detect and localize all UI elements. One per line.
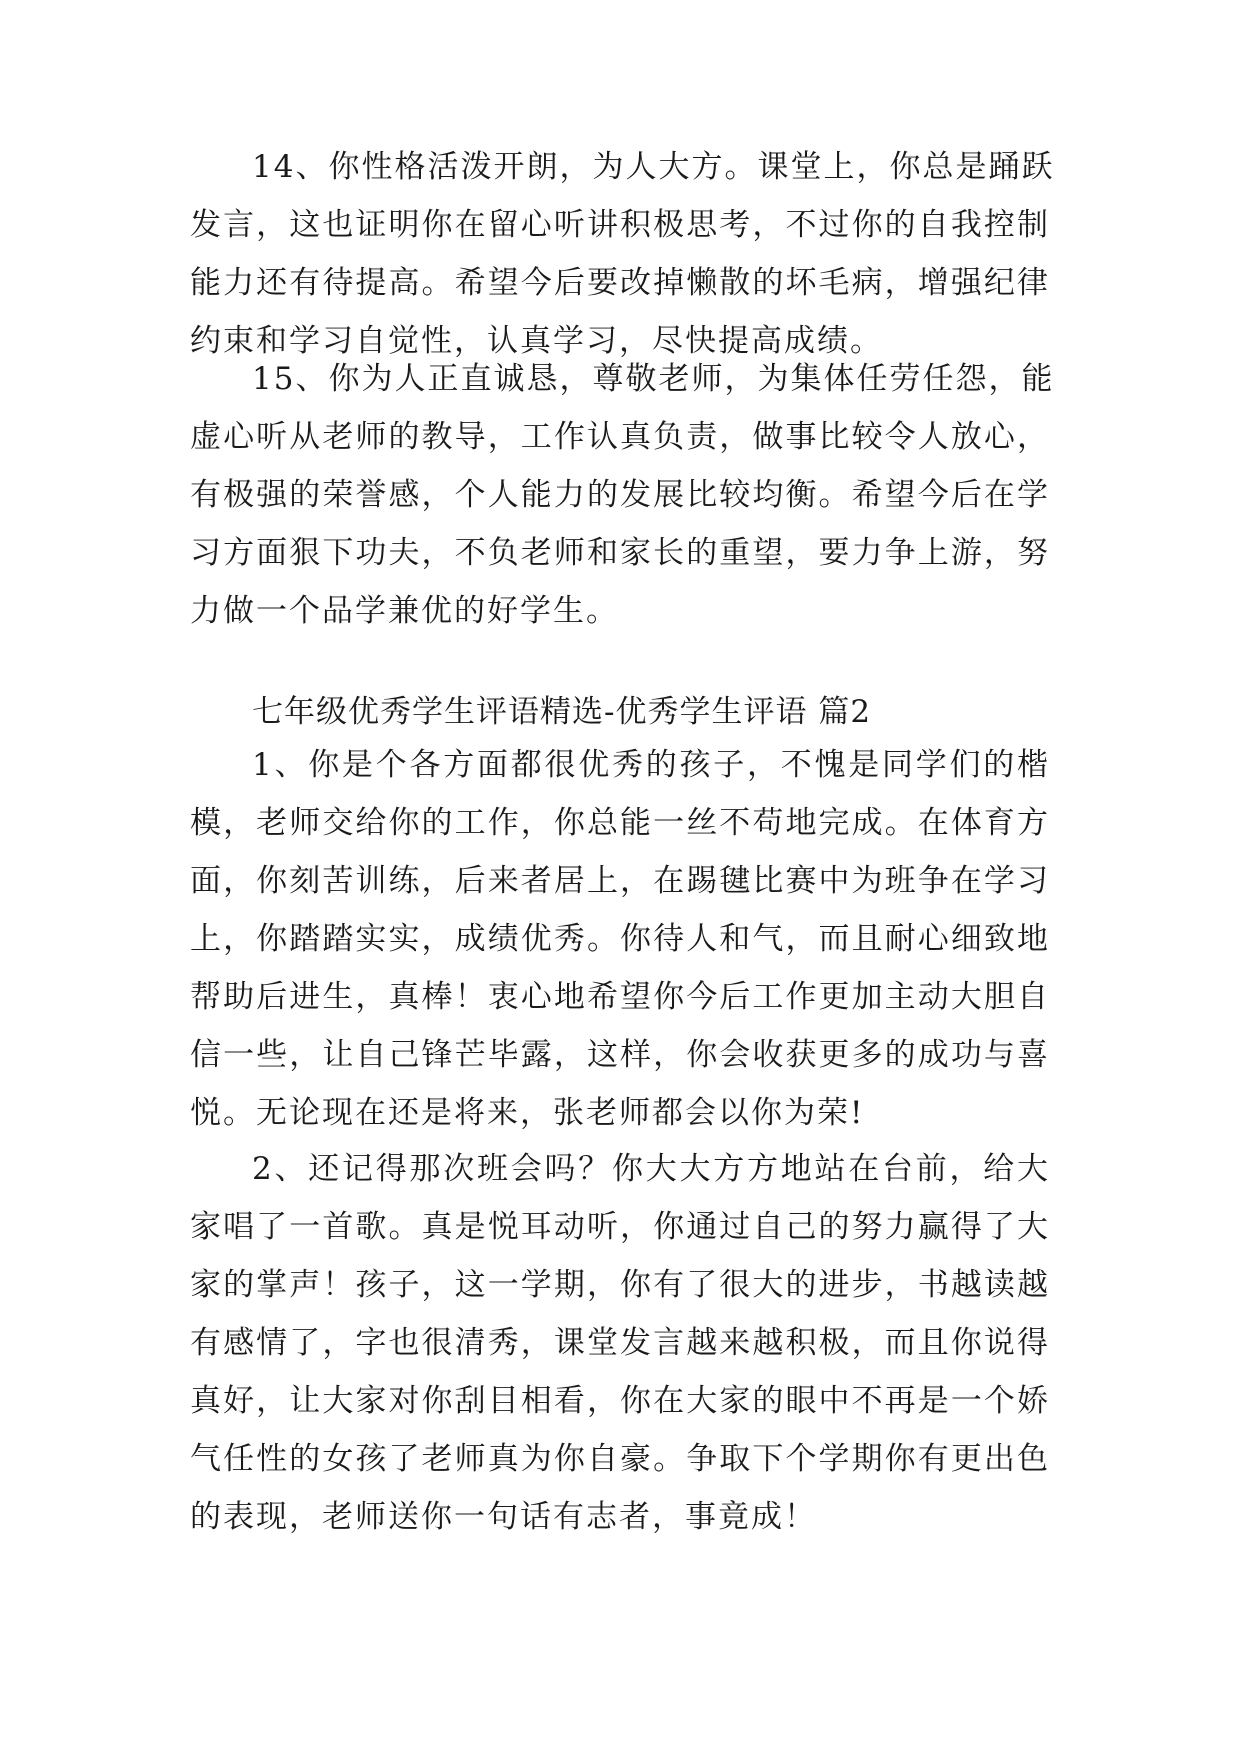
text-line: 悦。无论现在还是将来，张老师都会以你为荣! bbox=[190, 1095, 865, 1131]
text-line: 虚心听从老师的教导，工作认真负责，做事比较令人放心， bbox=[190, 419, 1050, 455]
text-line: 面，你刻苦训练，后来者居上，在踢毽比赛中为班争在学习 bbox=[190, 863, 1050, 899]
text-line: 习方面狠下功夫，不负老师和家长的重望，要力争上游，努 bbox=[190, 535, 1050, 571]
text-line: 帮助后进生，真棒！衷心地希望你今后工作更加主动大胆自 bbox=[190, 979, 1050, 1015]
text-line: 信一些，让自己锋芒毕露，这样，你会收获更多的成功与喜 bbox=[190, 1037, 1050, 1073]
text-line: 有极强的荣誉感，个人能力的发展比较均衡。希望今后在学 bbox=[190, 477, 1050, 513]
text-line: 家唱了一首歌。真是悦耳动听，你通过自己的努力赢得了大 bbox=[190, 1209, 1050, 1245]
section-heading: 七年级优秀学生评语精选-优秀学生评语 篇2 bbox=[252, 694, 872, 730]
text-line: 14、你性格活泼开朗，为人大方。课堂上，你总是踊跃 bbox=[252, 149, 1055, 185]
text-line: 15、你为人正直诚恳，尊敬老师，为集体任劳任怨，能 bbox=[252, 361, 1055, 397]
text-line: 气任性的女孩了老师真为你自豪。争取下个学期你有更出色 bbox=[190, 1441, 1050, 1477]
text-line: 约束和学习自觉性，认真学习，尽快提高成绩。 bbox=[190, 323, 883, 359]
text-line: 真好，让大家对你刮目相看，你在大家的眼中不再是一个娇 bbox=[190, 1383, 1050, 1419]
text-line: 模，老师交给你的工作，你总能一丝不苟地完成。在体育方 bbox=[190, 805, 1050, 841]
text-line: 的表现，老师送你一句话有志者，事竟成！ bbox=[190, 1499, 817, 1535]
paragraph-14 bbox=[190, 138, 1055, 370]
text-line: 家的掌声！孩子，这一学期，你有了很大的进步，书越读越 bbox=[190, 1267, 1050, 1303]
text-line: 上，你踏踏实实，成绩优秀。你待人和气，而且耐心细致地 bbox=[190, 921, 1050, 957]
text-line: 2、还记得那次班会吗？你大大方方地站在台前，给大 bbox=[252, 1151, 1050, 1187]
text-line: 有感情了，字也很清秀，课堂发言越来越积极，而且你说得 bbox=[190, 1325, 1050, 1361]
text-line: 能力还有待提高。希望今后要改掉懒散的坏毛病，增强纪律 bbox=[190, 265, 1050, 301]
paragraph-15 bbox=[190, 350, 1055, 640]
paragraph-2 bbox=[190, 1140, 1050, 1546]
text-line: 力做一个品学兼优的好学生。 bbox=[190, 593, 619, 629]
text-line: 1、你是个各方面都很优秀的孩子，不愧是同学们的楷 bbox=[252, 747, 1050, 783]
text-line: 发言，这也证明你在留心听讲积极思考，不过你的自我控制 bbox=[190, 207, 1050, 243]
paragraph-1 bbox=[190, 736, 1050, 1142]
